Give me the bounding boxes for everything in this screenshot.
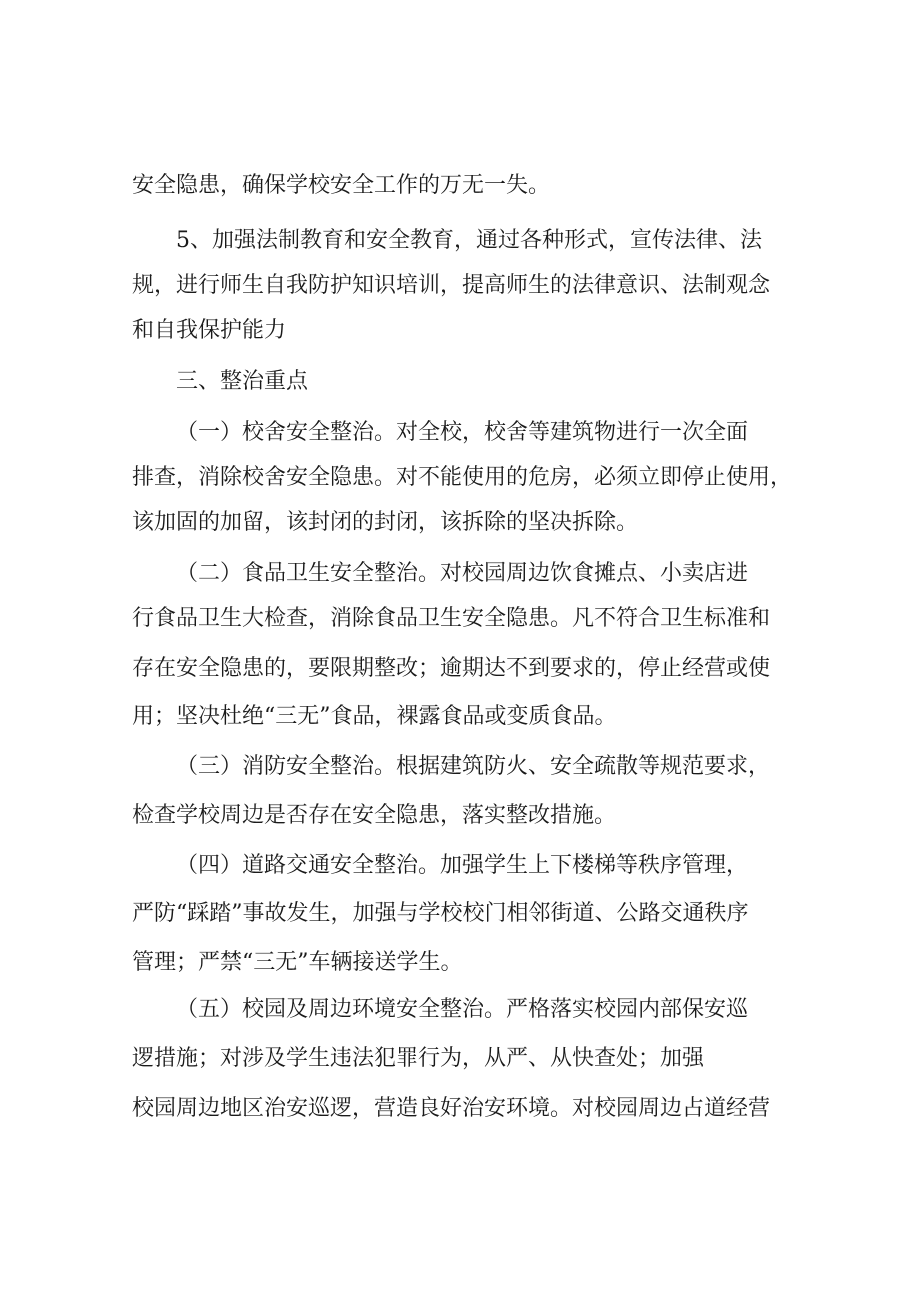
text-line: 该加固的加留，该封闭的封闭，该拆除的坚决拆除。 [132,510,639,535]
text-line: 检查学校周边是否存在安全隐患，落实整改措施。 [132,803,617,828]
text-line: （四）道路交通安全整治。加强学生上下楼梯等秩序管理， [176,853,749,878]
text-line: 逻措施；对涉及学生违法犯罪行为，从严、从快查处；加强 [132,1046,705,1071]
text-line: 用；坚决杜绝“三无”食品，裸露食品或变质食品。 [132,704,617,729]
text-line: 安全隐患，确保学校安全工作的万无一失。 [132,173,551,198]
section-heading: 三、整治重点 [176,369,309,394]
text-line: （二）食品卫生安全整治。对校园周边饮食摊点、小卖店进 [176,561,749,586]
text-line: 严防“踩踏”事故发生，加强与学校校门相邻街道、公路交通秩序 [132,901,749,926]
text-line: （一）校舍安全整治。对全校，校舍等建筑物进行一次全面 [176,420,749,445]
text-line: 规，进行师生自我防护知识培训，提高师生的法律意识、法制观念 [132,273,771,298]
text-line: 校园周边地区治安巡逻，营造良好治安环境。对校园周边占道经营 [132,1096,771,1121]
text-line: 行食品卫生大检查，消除食品卫生安全隐患。凡不符合卫生标准和 [132,606,771,631]
text-line: 5、加强法制教育和安全教育，通过各种形式，宣传法律、法 [176,228,762,253]
text-line: （五）校园及周边环境安全整治。严格落实校园内部保安巡 [176,997,749,1022]
text-line: 排查，消除校舍安全隐患。对不能使用的危房，必须立即停止使用， [132,465,793,490]
text-line: （三）消防安全整治。根据建筑防火、安全疏散等规范要求， [176,754,771,779]
text-line: 和自我保护能力 [132,318,287,343]
text-line: 管理；严禁“三无”车辆接送学生。 [132,950,463,975]
text-line: 存在安全隐患的，要限期整改；逾期达不到要求的，停止经营或使 [132,656,771,681]
